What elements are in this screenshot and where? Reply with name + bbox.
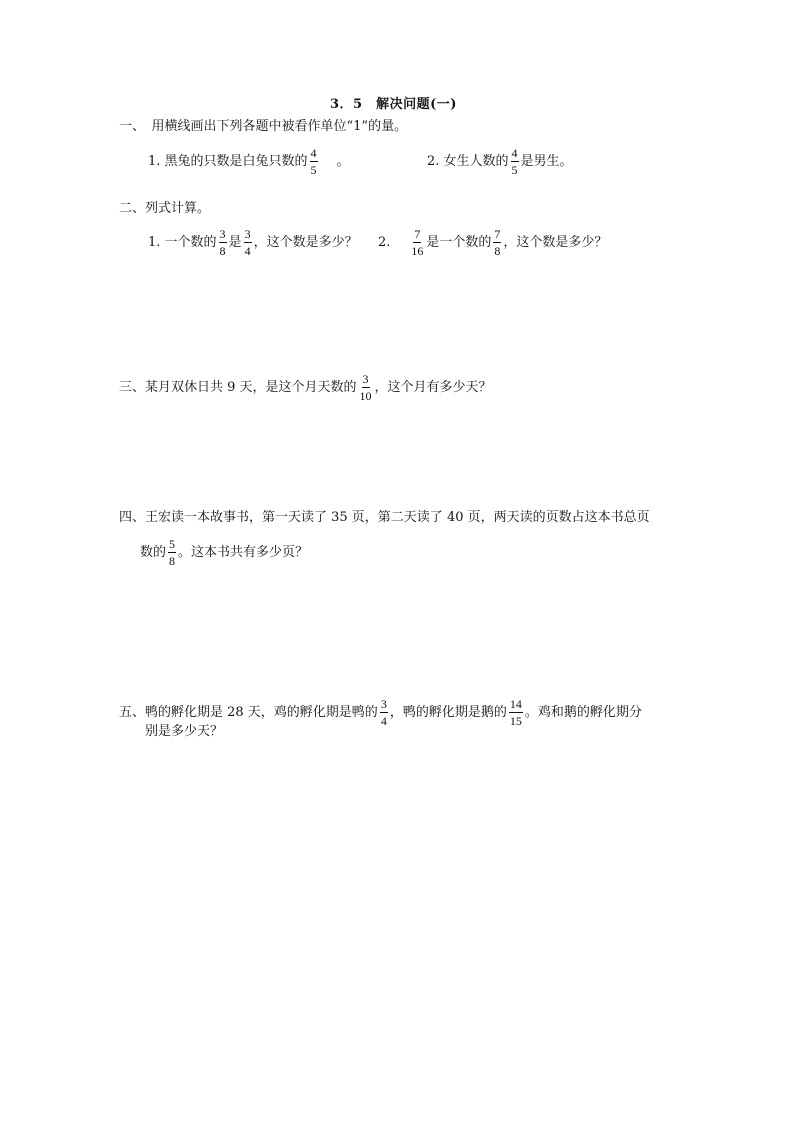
question-text: ，这个数是多少？ <box>503 234 608 250</box>
fraction: $\frac{4}{5}$ <box>511 146 518 177</box>
question-text: 三、某月双休日共 9 天，是这个月天数的 <box>119 379 357 395</box>
question-text: 2. 女生人数的 <box>427 153 509 169</box>
section-5-line-2: 别是多少天？ <box>145 724 224 739</box>
fraction: $\frac{7}{8}$ <box>494 227 501 258</box>
section-1-question-2 <box>427 146 573 177</box>
fraction: $\frac{3}{4}$ <box>380 697 387 728</box>
section-3-question <box>119 372 492 403</box>
fraction: $\frac{3}{4}$ <box>244 227 251 258</box>
section-2-question-2 <box>378 227 607 258</box>
section-1-heading: 一、 用横线画出下列各题中被看作单位“1”的量。 <box>119 119 408 134</box>
fraction: $\frac{3}{10}$ <box>359 372 372 403</box>
question-text: 2. <box>378 234 391 250</box>
question-text: 五、鸭的孵化期是 28 天，鸡的孵化期是鸭的 <box>119 704 378 720</box>
fraction: $\frac{5}{8}$ <box>169 537 176 568</box>
section-2-heading: 二、列式计算。 <box>119 201 211 216</box>
question-text: ，鸭的孵化期是鹅的 <box>389 704 507 720</box>
question-text: 。 <box>319 153 350 169</box>
fraction: $\frac{4}{5}$ <box>310 146 317 177</box>
section-2-question-1 <box>148 227 358 258</box>
question-text: 1. 黑兔的只数是白兔只数的 <box>148 153 308 169</box>
question-text: 数的 <box>140 544 167 560</box>
section-4-line-2 <box>140 537 308 568</box>
fraction: $\frac{3}{8}$ <box>219 227 226 258</box>
question-text: 。鸡和鹅的孵化期分 <box>524 704 642 720</box>
question-text: 是男生。 <box>520 153 573 169</box>
question-text: 。这本书共有多少页？ <box>178 544 309 560</box>
fraction: $\frac{7}{16}$ <box>411 227 424 258</box>
fraction: $\frac{14}{15}$ <box>509 697 522 728</box>
question-text: 是 <box>228 234 242 250</box>
question-text: 是一个数的 <box>426 234 492 250</box>
section-1-question-1 <box>148 146 350 177</box>
question-text: 1. 一个数的 <box>148 234 217 250</box>
section-4-line-1: 四、王宏读一本故事书，第一天读了 35 页，第二天读了 40 页，两天读的页数占这本书总页 <box>119 510 650 525</box>
question-text: ，这个数是多少？ <box>253 234 358 250</box>
page-title: 3．5 解决问题(一) <box>330 97 457 112</box>
question-text: ，这个月有多少天？ <box>374 379 492 395</box>
